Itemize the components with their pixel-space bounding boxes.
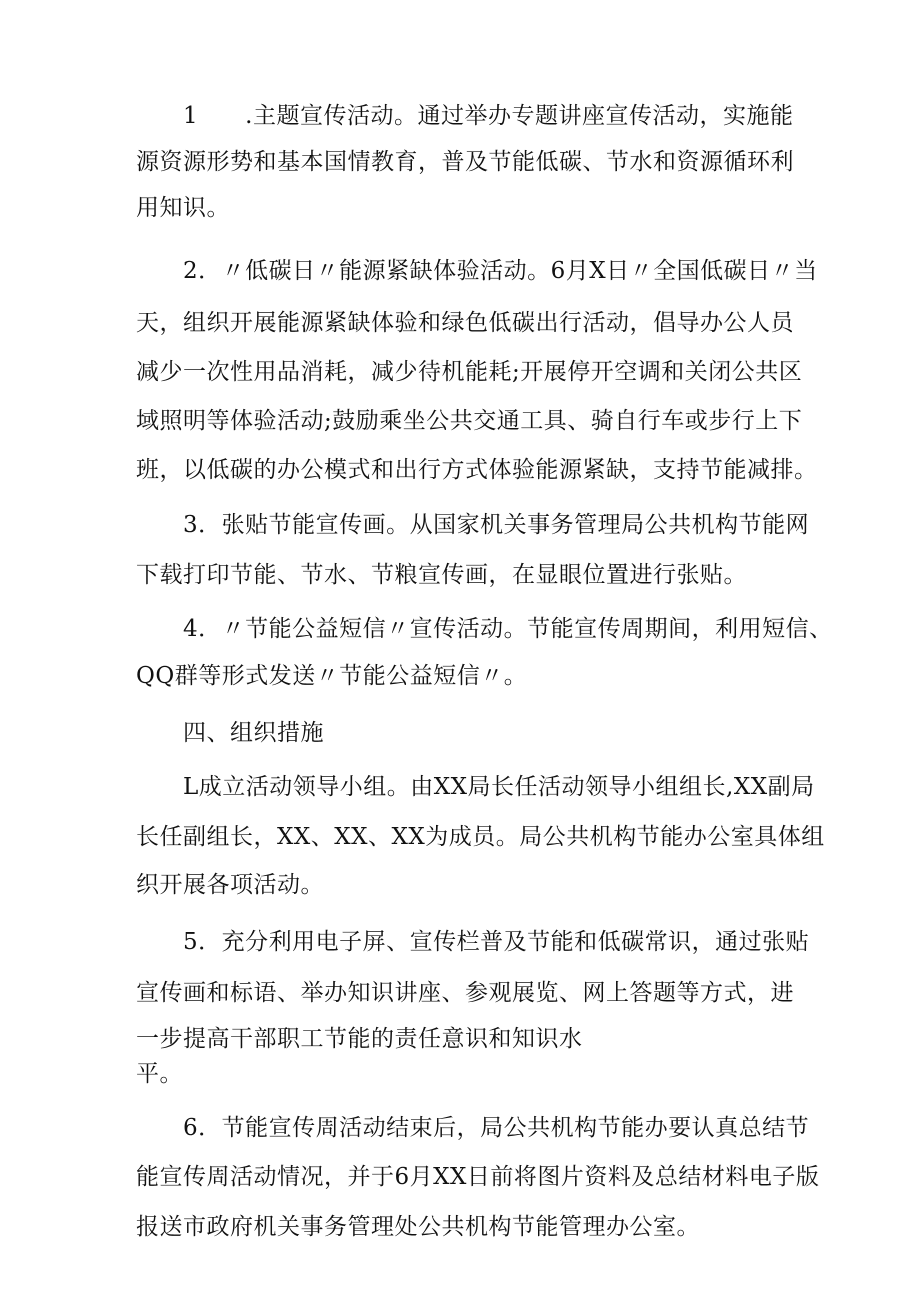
paragraph-2-line-5: 班，以低碳的办公模式和出行方式体验能源紧缺，支持节能减排。 [136, 457, 818, 483]
paragraph-1-line-2: 源资源形势和基本国情教育，普及节能低碳、节水和资源循环利 [136, 149, 794, 175]
paragraph-2-line-3: 减少一次性用品消耗，减少待机能耗;开展停开空调和关闭公共区 [136, 359, 803, 385]
paragraph-8-line-1: 6．节能宣传周活动结束后，局公共机构节能办要认真总结节 [183, 1115, 810, 1141]
paragraph-7-line-4: 平。 [136, 1061, 183, 1087]
paragraph-2-line-1: 2．〃低碳日〃能源紧缺体验活动。6月X日〃全国低碳日〃当 [183, 258, 818, 284]
paragraph-8-line-3: 报送市政府机关事务管理处公共机构节能管理办公室。 [136, 1214, 700, 1240]
paragraph-7-line-3: 一步提高干部职工节能的责任意识和知识水 [136, 1026, 583, 1052]
paragraph-7-line-2: 宣传画和标语、举办知识讲座、参观展览、网上答题等方式，进 [136, 980, 794, 1006]
paragraph-7-line-1: 5．充分利用电子屏、宣传栏普及节能和低碳常识，通过张贴 [183, 929, 810, 955]
paragraph-4-line-2: QQ群等形式发送〃节能公益短信〃。 [136, 663, 528, 689]
paragraph-2-line-4: 域照明等体验活动;鼓励乘坐公共交通工具、骑自行车或步行上下 [136, 408, 803, 434]
paragraph-2-line-2: 天，组织开展能源紧缺体验和绿色低碳出行活动，倡导办公人员 [136, 310, 794, 336]
section-heading: 四、组织措施 [183, 720, 324, 746]
paragraph-8-line-2: 能宣传周活动情况，并于6月XX日前将图片资料及总结材料电子版 [136, 1164, 820, 1190]
paragraph-6-line-3: 织开展各项活动。 [136, 872, 324, 898]
paragraph-3-line-2: 下载打印节能、节水、节粮宣传画，在显眼位置进行张贴。 [136, 562, 747, 588]
paragraph-4-line-1: 4．〃节能公益短信〃宣传活动。节能宣传周期间，利用短信、 [183, 616, 833, 642]
paragraph-6-line-1: L成立活动领导小组。由XX局长任活动领导小组组长,XX副局 [183, 774, 815, 800]
paragraph-3-line-1: 3．张贴节能宣传画。从国家机关事务管理局公共机构节能网 [183, 512, 810, 538]
paragraph-1-line-1: 1 .主题宣传活动。通过举办专题讲座宣传活动，实施能 [183, 103, 794, 129]
paragraph-6-line-2: 长任副组长，XX、XX、XX为成员。局公共机构节能办公室具体组 [136, 824, 825, 850]
paragraph-1-line-3: 用知识。 [136, 195, 230, 221]
